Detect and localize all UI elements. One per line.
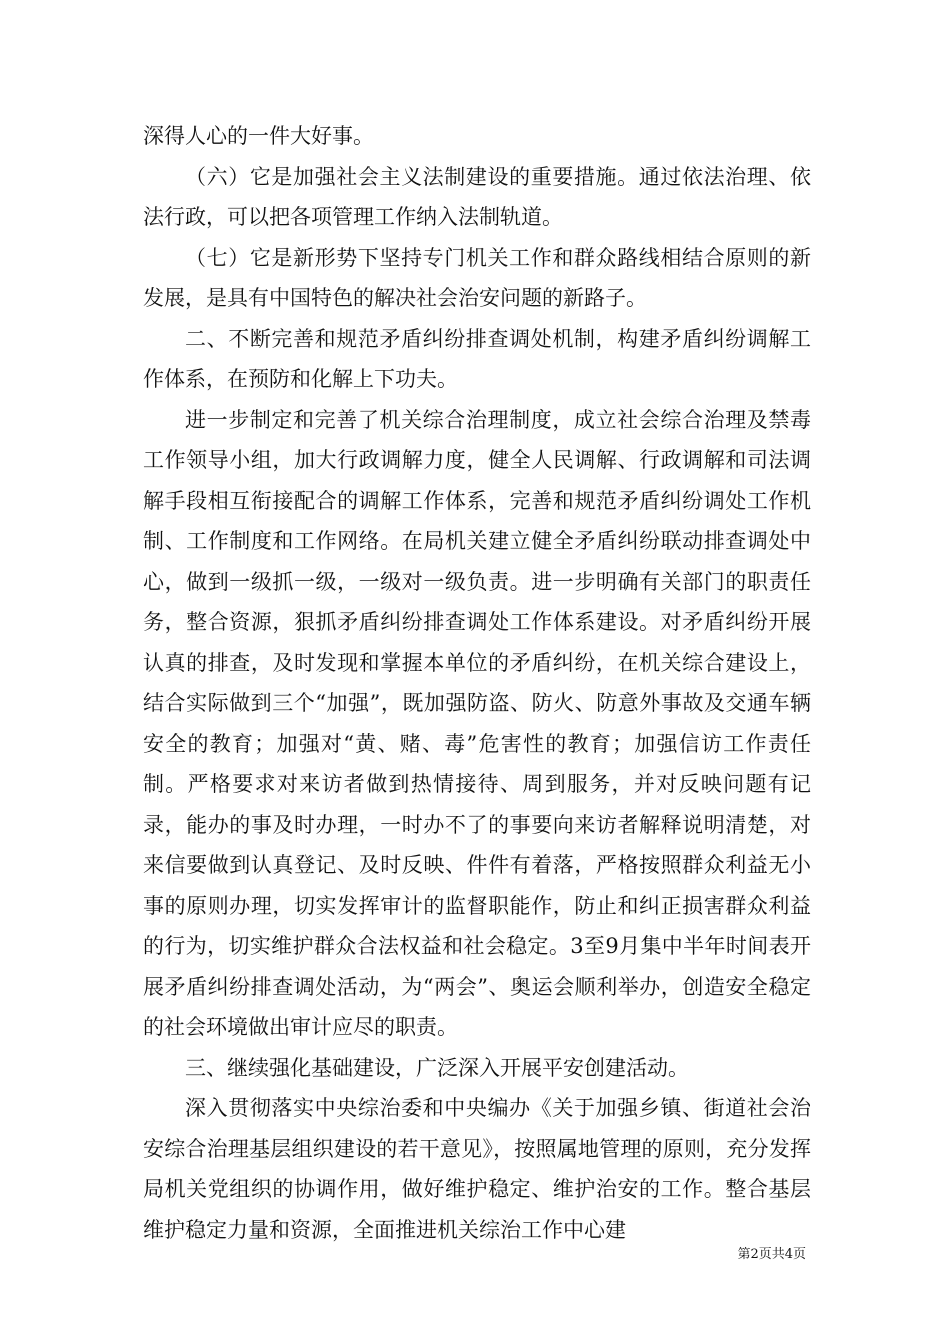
section-heading-3: 三、继续强化基础建设，广泛深入开展平安创建活动。 xyxy=(185,1055,689,1080)
paragraph-7: 深入贯彻落实中央综治委和中央编办《关于加强乡镇、街道社会治安综合治理基层组织建设的若干意见》，按照属地管理的原则，充分发挥局机关党组织的协调作用，做好维护稳定、维护治安的工作。整合基层维护稳定力量和资源，全面推进机关综治工作中心建 xyxy=(143,1096,811,1242)
section-heading-2: 二、不断完善和规范矛盾纠纷排查调处机制，构建矛盾纠纷调解工作体系，在预防和化解上下功夫。 xyxy=(143,326,811,391)
paragraph-2: （六）它是加强社会主义法制建设的重要措施。通过依法治理、依法行政，可以把各项管理工作纳入法制轨道。 xyxy=(143,164,811,229)
paragraph-1: 深得人心的一件大好事。 xyxy=(143,124,374,148)
page-number: 第2页共4页 xyxy=(737,1247,806,1262)
paragraph-5: 进一步制定和完善了机关综合治理制度，成立社会综合治理及禁毒工作领导小组，加大行政调解力度，健全人民调解、行政调解和司法调解手段相互衔接配合的调解工作体系，完善和规范矛盾纠纷调处工作机制、工作制度和工作网络。在局机关建立健全矛盾纠纷联动排查调处中心，做到一级抓一级，一级对一级负责。进一步明确有关部门的职责任务，整合资源，狠抓矛盾纠纷排查调处工作体系建设。对矛盾纠纷开展认真的排查，及时发现和掌握本单位的矛盾纠纷，在机关综合建设上，结合实际做到三个“加强”，既加强防盗、防火、防意外事故及交通车辆安全的教育；加强对“黄、赌、毒”危害性的教育；加强信访工作责任制。严格要求对来访者做到热情接待、周到服务，并对反映问题有记录，能办的事及时办理，一时办不了的事要向来访者解释说明清楚，对来信要做到认真登记、及时反映、件件有着落，严格按照群众利益无小事的原则办理，切实发挥审计的监督职能作，防止和纠正损害群众利益的行为，切实维护群众合法权益和社会稳定。3至9月集中半年时间表开展矛盾纠纷排查调处活动，为“两会”、奥运会顺利举办，创造安全稳定的社会环境做出审计应尽的职责。 xyxy=(143,407,811,1039)
paragraph-3: （七）它是新形势下坚持专门机关工作和群众路线相结合原则的新发展，是具有中国特色的解决社会治安问题的新路子。 xyxy=(143,245,811,310)
document-body xyxy=(143,116,811,1250)
